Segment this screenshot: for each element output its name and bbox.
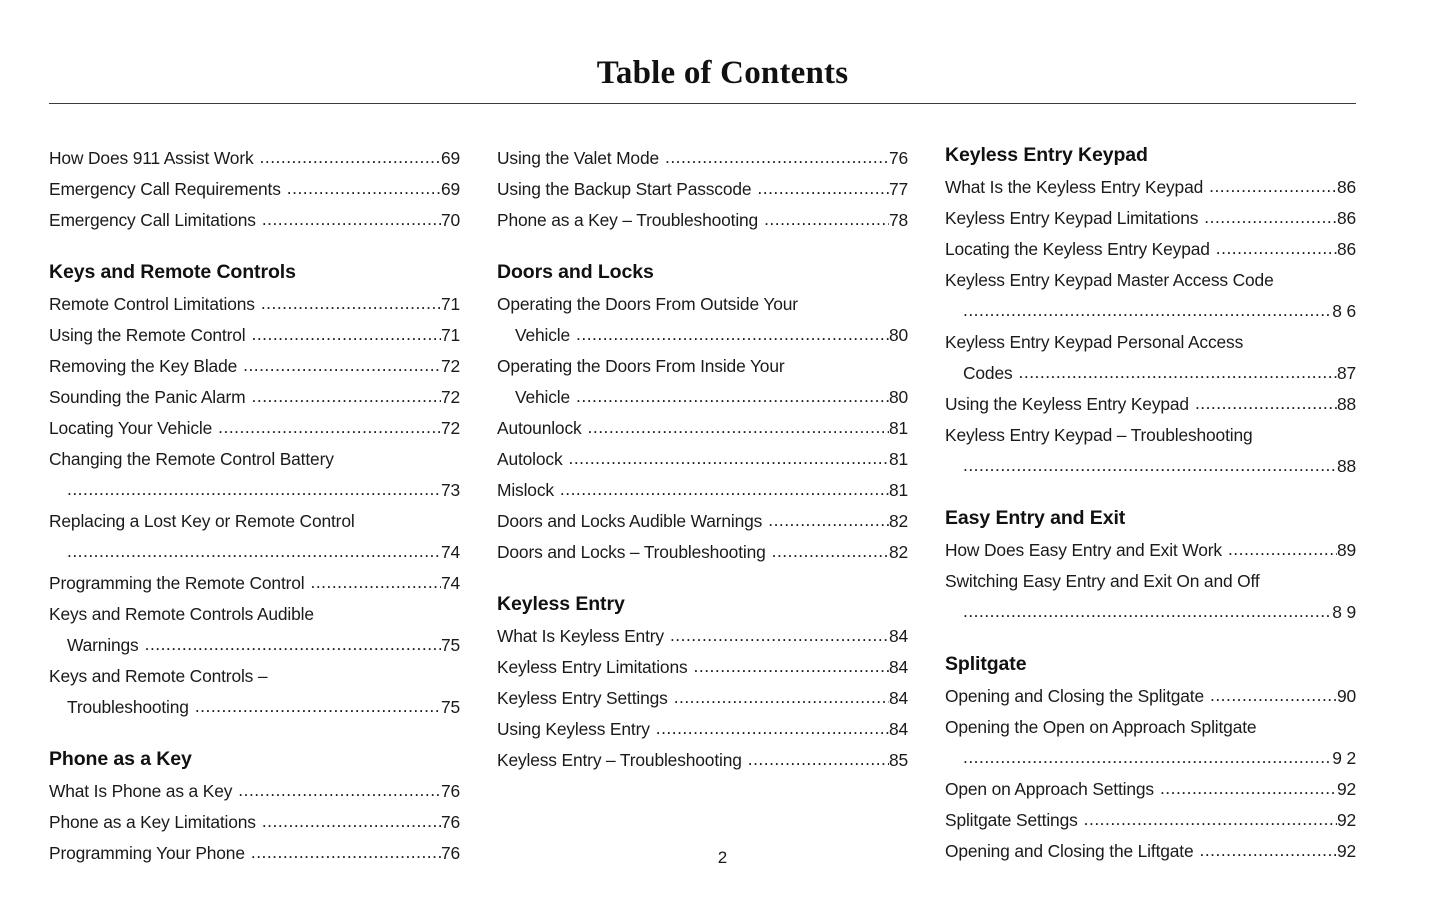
toc-entry-title: Locating Your Vehicle xyxy=(49,418,213,438)
dot-leader xyxy=(67,474,441,505)
toc-entry[interactable] xyxy=(49,444,460,506)
dot-leader xyxy=(768,505,889,536)
dot-leader xyxy=(576,319,889,350)
toc-entry[interactable] xyxy=(497,205,908,236)
toc-entry-page: 88 xyxy=(1336,456,1356,476)
dot-leader xyxy=(287,173,441,204)
toc-entry[interactable] xyxy=(497,289,908,351)
toc-entry-page: 74 xyxy=(440,542,460,562)
dot-leader xyxy=(656,713,889,744)
toc-entry[interactable] xyxy=(497,714,908,745)
toc-entry[interactable] xyxy=(945,265,1356,327)
toc-entry[interactable] xyxy=(49,413,460,444)
toc-entry-line xyxy=(497,652,908,683)
toc-entry-line xyxy=(497,382,908,413)
dot-leader xyxy=(260,142,441,173)
toc-entry-line xyxy=(945,172,1356,203)
toc-entry[interactable] xyxy=(945,566,1356,628)
toc-entry-page: 80 xyxy=(888,387,908,407)
toc-entry[interactable] xyxy=(945,234,1356,265)
toc-entry[interactable] xyxy=(49,506,460,568)
section-heading: Keyless Entry Keypad xyxy=(945,144,1148,166)
toc-entry-title-cont: Codes xyxy=(963,363,1013,383)
toc-entry[interactable] xyxy=(945,712,1356,774)
toc-entry-title: Phone as a Key Limitations xyxy=(49,812,256,832)
toc-entry-page: 78 xyxy=(888,210,908,230)
dot-leader xyxy=(311,567,441,598)
toc-entry-title: Remote Control Limitations xyxy=(49,294,255,314)
toc-entry-title: Removing the Key Blade xyxy=(49,356,238,376)
toc-entry[interactable] xyxy=(49,289,460,320)
toc-entry[interactable] xyxy=(945,203,1356,234)
toc-entry-title: Opening and Closing the Liftgate xyxy=(945,841,1194,861)
dot-leader xyxy=(1084,804,1337,835)
toc-entry-line xyxy=(49,568,460,599)
dot-leader xyxy=(963,450,1337,481)
dot-leader xyxy=(252,319,441,350)
dot-leader xyxy=(963,295,1332,326)
toc-entry-title: Phone as a Key – Troubleshooting xyxy=(497,210,759,230)
toc-entry[interactable] xyxy=(497,444,908,475)
dot-leader xyxy=(694,651,889,682)
dot-leader xyxy=(748,744,889,775)
toc-entry-page: 87 xyxy=(1336,363,1356,383)
page-number: 2 xyxy=(717,848,728,867)
toc-entry-title: Switching Easy Entry and Exit On and Off xyxy=(945,571,1260,591)
toc-entry-line xyxy=(497,320,908,351)
dot-leader xyxy=(1195,388,1337,419)
toc-entry-page: 77 xyxy=(888,179,908,199)
toc-entry[interactable] xyxy=(945,420,1356,482)
toc-entry-page: 86 xyxy=(1336,177,1356,197)
dot-leader xyxy=(670,620,889,651)
toc-entry-title: Emergency Call Requirements xyxy=(49,179,281,199)
toc-entry-line xyxy=(945,535,1356,566)
dot-leader xyxy=(1019,357,1337,388)
toc-entry-page: 76 xyxy=(440,843,460,863)
dot-leader xyxy=(252,381,441,412)
toc-entry-page: 72 xyxy=(440,387,460,407)
toc-entry[interactable] xyxy=(49,599,460,661)
toc-entry-page: 86 xyxy=(1336,208,1356,228)
dot-leader xyxy=(764,204,889,235)
toc-entry-title: Using the Keyless Entry Keypad xyxy=(945,394,1189,414)
toc-entry-line xyxy=(49,630,460,661)
toc-entry-page: 81 xyxy=(888,480,908,500)
toc-entry-title: Emergency Call Limitations xyxy=(49,210,256,230)
toc-entry-title: Programming the Remote Control xyxy=(49,573,305,593)
toc-entry-line xyxy=(945,296,1356,327)
section-heading: Splitgate xyxy=(945,653,1027,675)
toc-entry[interactable] xyxy=(945,389,1356,420)
toc-entry-line xyxy=(497,537,908,568)
toc-entry-page: 89 xyxy=(1336,540,1356,560)
toc-entry-page: 85 xyxy=(888,750,908,770)
toc-entry-title: Using Keyless Entry xyxy=(497,719,650,739)
page-title: Table of Contents xyxy=(596,55,849,91)
title-divider xyxy=(49,103,1356,104)
toc-entry-title: Keyless Entry Keypad – Troubleshooting xyxy=(945,425,1253,445)
dot-leader xyxy=(674,682,889,713)
toc-entry-page: 84 xyxy=(888,626,908,646)
toc-entry-page: 76 xyxy=(440,812,460,832)
toc-entry-line xyxy=(945,805,1356,836)
toc-entry-page: 75 xyxy=(440,635,460,655)
toc-entry-line xyxy=(497,506,908,537)
toc-entry[interactable] xyxy=(497,475,908,506)
toc-entry-title-cont: Vehicle xyxy=(515,387,571,407)
section-heading: Doors and Locks xyxy=(497,261,654,283)
toc-entry[interactable] xyxy=(945,327,1356,389)
section-heading: Keyless Entry xyxy=(497,593,625,615)
toc-entry-page: 73 xyxy=(440,480,460,500)
toc-entry-line xyxy=(945,389,1356,420)
toc-entry-title: Keyless Entry Keypad Master Access Code xyxy=(945,270,1274,290)
toc-entry[interactable] xyxy=(49,382,460,413)
dot-leader xyxy=(1204,202,1337,233)
toc-entry-line xyxy=(49,205,460,236)
toc-entry-line xyxy=(945,774,1356,805)
toc-entry[interactable] xyxy=(497,506,908,537)
toc-entry-page: 74 xyxy=(440,573,460,593)
dot-leader xyxy=(145,629,441,660)
toc-entry-title: Keys and Remote Controls Audible xyxy=(49,604,314,624)
toc-entry-page: 84 xyxy=(888,719,908,739)
toc-entry-line xyxy=(49,382,460,413)
dot-leader xyxy=(569,443,889,474)
toc-entry[interactable] xyxy=(497,745,908,776)
toc-entry-page: 81 xyxy=(888,449,908,469)
toc-entry-page: 90 xyxy=(1336,686,1356,706)
toc-entry[interactable] xyxy=(49,568,460,599)
dot-leader xyxy=(1210,680,1337,711)
dot-leader xyxy=(560,474,889,505)
toc-entry-line xyxy=(49,475,460,506)
toc-entry-line xyxy=(49,289,460,320)
column-1 xyxy=(49,143,460,869)
toc-entry-title: Keys and Remote Controls – xyxy=(49,666,268,686)
toc-entry-line xyxy=(945,203,1356,234)
toc-entry-title: Operating the Doors From Outside Your xyxy=(497,294,798,314)
dot-leader xyxy=(963,596,1332,627)
toc-entry-title: Splitgate Settings xyxy=(945,810,1078,830)
toc-entry-line xyxy=(945,234,1356,265)
toc-entry-line xyxy=(497,143,908,174)
toc-entry-title: Using the Remote Control xyxy=(49,325,246,345)
toc-entry-title: Keyless Entry – Troubleshooting xyxy=(497,750,742,770)
section-spacer xyxy=(49,236,460,260)
section-spacer xyxy=(497,568,908,592)
dot-leader xyxy=(243,350,441,381)
toc-entry-page: 8 6 xyxy=(1332,301,1356,321)
toc-entry-title: Using the Valet Mode xyxy=(497,148,659,168)
dot-leader xyxy=(1209,171,1337,202)
dot-leader xyxy=(262,806,441,837)
toc-entry-title: Opening the Open on Approach Splitgate xyxy=(945,717,1257,737)
toc-entry-title: Sounding the Panic Alarm xyxy=(49,387,246,407)
dot-leader xyxy=(963,742,1332,773)
toc-entry-title: What Is the Keyless Entry Keypad xyxy=(945,177,1204,197)
dot-leader xyxy=(67,536,441,567)
toc-entry[interactable] xyxy=(945,535,1356,566)
toc-entry-page: 92 xyxy=(1336,841,1356,861)
toc-entry-page: 86 xyxy=(1336,239,1356,259)
toc-entry[interactable] xyxy=(497,652,908,683)
toc-entry-title: Replacing a Lost Key or Remote Control xyxy=(49,511,355,531)
toc-entry-line xyxy=(49,807,460,838)
toc-entry-line xyxy=(49,692,460,723)
toc-entry[interactable] xyxy=(497,174,908,205)
toc-entry-title: Keyless Entry Limitations xyxy=(497,657,688,677)
dot-leader xyxy=(1228,534,1337,565)
dot-leader xyxy=(238,775,441,806)
toc-entry-page: 9 2 xyxy=(1332,748,1356,768)
section-heading: Easy Entry and Exit xyxy=(945,507,1126,529)
toc-entry[interactable] xyxy=(497,683,908,714)
toc-entry[interactable] xyxy=(49,205,460,236)
toc-entry-title: Mislock xyxy=(497,480,554,500)
toc-entry-line xyxy=(497,475,908,506)
dot-leader xyxy=(195,691,441,722)
section-spacer xyxy=(945,628,1356,652)
toc-entry-page: 92 xyxy=(1336,810,1356,830)
toc-entry[interactable] xyxy=(49,807,460,838)
dot-leader xyxy=(218,412,441,443)
toc-entry-line xyxy=(945,681,1356,712)
toc-entry[interactable] xyxy=(49,351,460,382)
toc-entry-page: 70 xyxy=(440,210,460,230)
toc-entry-page: 82 xyxy=(888,542,908,562)
toc-entry-title-cont: Vehicle xyxy=(515,325,571,345)
section-spacer xyxy=(49,723,460,747)
dot-leader xyxy=(262,204,441,235)
toc-entry-title: How Does Easy Entry and Exit Work xyxy=(945,540,1222,560)
toc-entry-title-cont: Warnings xyxy=(67,635,139,655)
column-3 xyxy=(945,143,1356,869)
toc-entry-line xyxy=(497,714,908,745)
toc-entry-title: What Is Keyless Entry xyxy=(497,626,664,646)
toc-entry-page: 75 xyxy=(440,697,460,717)
toc-entry-page: 82 xyxy=(888,511,908,531)
toc-entry-line xyxy=(497,745,908,776)
toc-entry-title: Autolock xyxy=(497,449,563,469)
toc-entry-page: 88 xyxy=(1336,394,1356,414)
toc-entry-page: 69 xyxy=(440,179,460,199)
dot-leader xyxy=(772,536,889,567)
toc-entry-line xyxy=(497,621,908,652)
toc-entry-title: Locating the Keyless Entry Keypad xyxy=(945,239,1210,259)
toc-entry[interactable] xyxy=(49,661,460,723)
toc-entry-title: Doors and Locks – Troubleshooting xyxy=(497,542,766,562)
toc-entry-line xyxy=(49,537,460,568)
toc-entry[interactable] xyxy=(497,621,908,652)
toc-entry-page: 71 xyxy=(440,325,460,345)
toc-entry-line xyxy=(497,205,908,236)
dot-leader xyxy=(757,173,889,204)
toc-entry-line xyxy=(497,444,908,475)
dot-leader xyxy=(665,142,889,173)
toc-entry[interactable] xyxy=(49,320,460,351)
toc-entry-line xyxy=(497,683,908,714)
toc-entry-page: 72 xyxy=(440,356,460,376)
toc-columns xyxy=(49,143,1356,869)
toc-entry[interactable] xyxy=(497,537,908,568)
toc-entry-line xyxy=(945,597,1356,628)
toc-entry-page: 92 xyxy=(1336,779,1356,799)
section-spacer xyxy=(945,482,1356,506)
toc-entry-line xyxy=(49,351,460,382)
toc-entry[interactable] xyxy=(945,681,1356,712)
toc-entry-title: Changing the Remote Control Battery xyxy=(49,449,334,469)
toc-entry[interactable] xyxy=(497,351,908,413)
column-2 xyxy=(497,143,908,869)
toc-entry-title: What Is Phone as a Key xyxy=(49,781,233,801)
dot-leader xyxy=(1160,773,1337,804)
toc-entry-page: 81 xyxy=(888,418,908,438)
toc-entry-page: 76 xyxy=(440,781,460,801)
toc-entry[interactable] xyxy=(49,143,460,174)
toc-entry-page: 72 xyxy=(440,418,460,438)
toc-entry-page: 84 xyxy=(888,657,908,677)
toc-entry-line xyxy=(49,143,460,174)
toc-entry-title: Doors and Locks Audible Warnings xyxy=(497,511,763,531)
toc-entry-title: Keyless Entry Keypad Personal Access xyxy=(945,332,1244,352)
toc-entry[interactable] xyxy=(945,805,1356,836)
toc-entry-title: Operating the Doors From Inside Your xyxy=(497,356,785,376)
dot-leader xyxy=(261,288,441,319)
toc-entry-title: Keyless Entry Keypad Limitations xyxy=(945,208,1199,228)
toc-entry-page: 80 xyxy=(888,325,908,345)
toc-entry[interactable] xyxy=(49,776,460,807)
toc-entry-title: Opening and Closing the Splitgate xyxy=(945,686,1204,706)
toc-entry-title-cont: Troubleshooting xyxy=(67,697,189,717)
toc-entry-line xyxy=(49,413,460,444)
toc-entry[interactable] xyxy=(497,143,908,174)
toc-entry-line xyxy=(49,776,460,807)
toc-entry-title: Keyless Entry Settings xyxy=(497,688,668,708)
dot-leader xyxy=(1216,233,1337,264)
toc-entry-page: 8 9 xyxy=(1332,602,1356,622)
toc-entry-line xyxy=(497,174,908,205)
toc-entry-line xyxy=(945,451,1356,482)
toc-entry-title: Programming Your Phone xyxy=(49,843,245,863)
dot-leader xyxy=(576,381,889,412)
toc-entry-page: 71 xyxy=(440,294,460,314)
toc-entry-line xyxy=(945,358,1356,389)
toc-entry-line xyxy=(49,174,460,205)
toc-entry[interactable] xyxy=(945,774,1356,805)
dot-leader xyxy=(588,412,889,443)
toc-entry-page: 76 xyxy=(888,148,908,168)
toc-entry-line xyxy=(497,413,908,444)
toc-entry-title: Open on Approach Settings xyxy=(945,779,1154,799)
toc-entry-title: How Does 911 Assist Work xyxy=(49,148,254,168)
toc-entry-line xyxy=(945,743,1356,774)
toc-entry-page: 84 xyxy=(888,688,908,708)
section-spacer xyxy=(497,236,908,260)
toc-entry-title: Using the Backup Start Passcode xyxy=(497,179,752,199)
toc-entry-page: 69 xyxy=(440,148,460,168)
toc-entry[interactable] xyxy=(49,174,460,205)
toc-entry-line xyxy=(49,320,460,351)
section-heading: Phone as a Key xyxy=(49,748,192,770)
toc-entry[interactable] xyxy=(945,172,1356,203)
section-heading: Keys and Remote Controls xyxy=(49,261,296,283)
toc-entry[interactable] xyxy=(497,413,908,444)
toc-entry-title: Autounlock xyxy=(497,418,582,438)
